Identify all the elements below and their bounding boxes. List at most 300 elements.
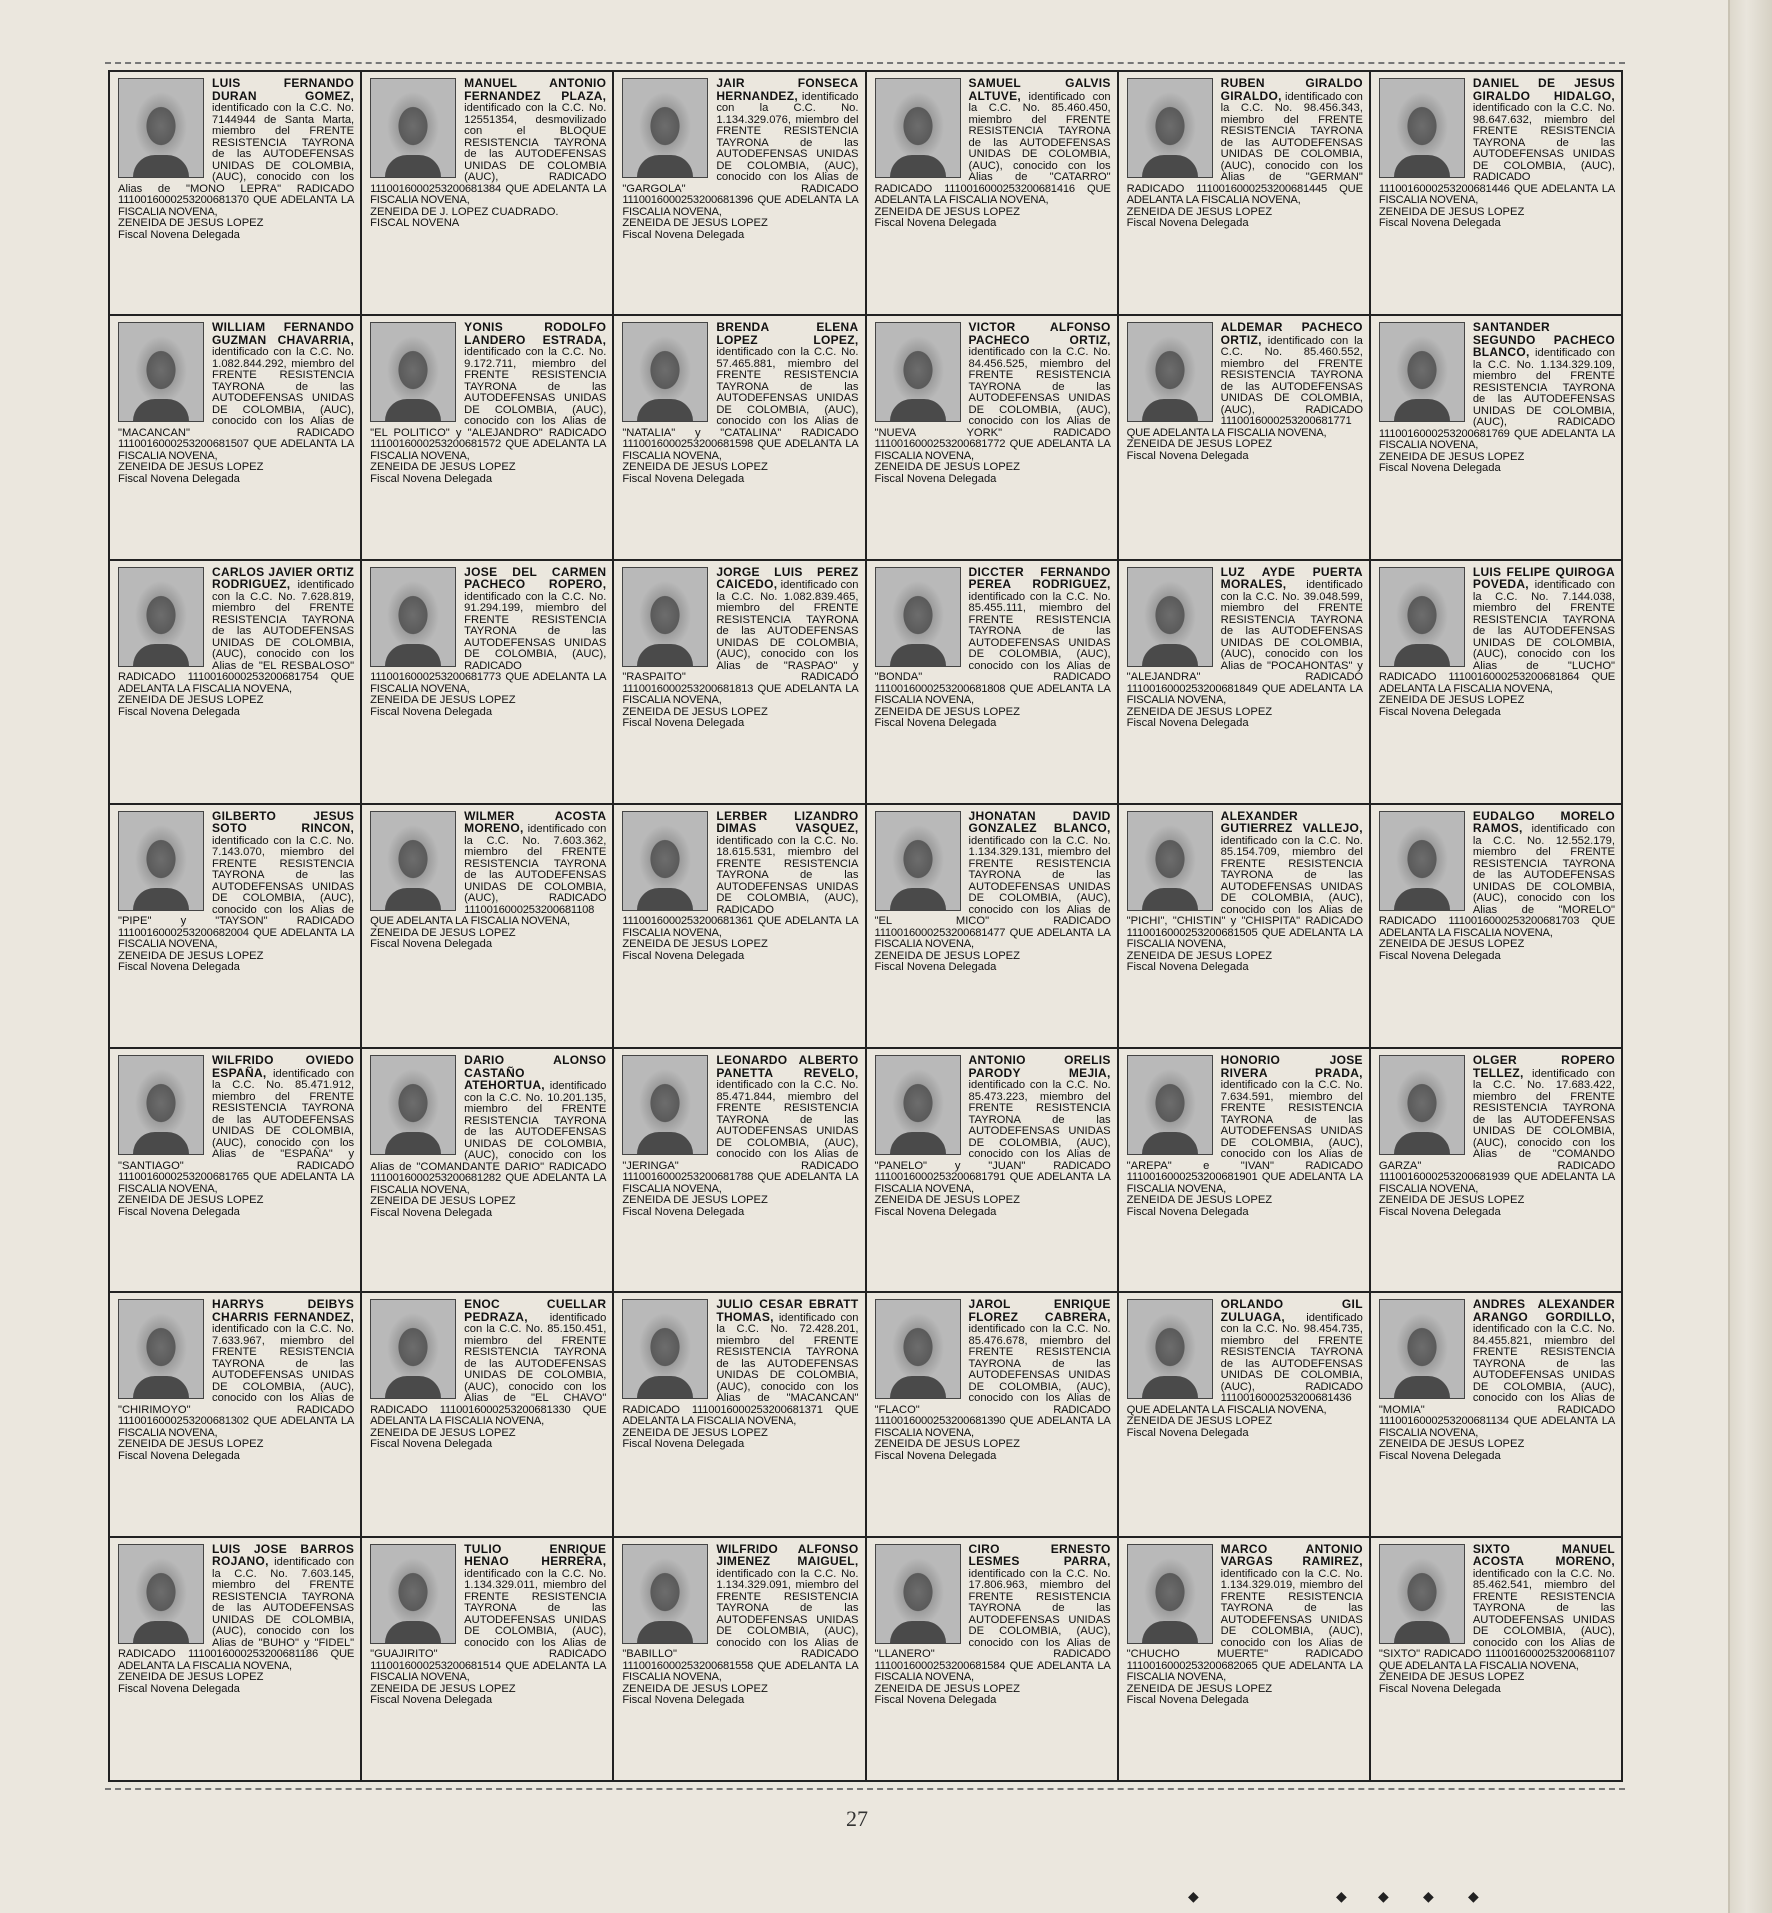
id-number: identificado con la C.C. No. 98.456.343,	[1220, 90, 1363, 114]
decor-diamond: ◆	[1336, 1888, 1347, 1904]
notice-card	[1119, 1049, 1371, 1293]
notice-card	[614, 1293, 866, 1537]
id-number: identificado con la C.C. No. 98.454.735,	[1220, 1311, 1363, 1336]
notice-card	[867, 1049, 1119, 1293]
radicado-text: RADICADO 1110016000253200681864 QUE ADELANTA LA FISCALIA NOVENA,	[1378, 671, 1615, 695]
person-name: SAMUEL GALVIS ALTUVE,	[968, 76, 1111, 103]
fiscal-title: Fiscal Novena Delegada	[622, 717, 745, 730]
affiliation: miembro del FRENTE RESISTENCIA TAYRONA de las AUTODEFENSAS UNIDAS DE COLOMBIA, (AUC),	[464, 846, 607, 905]
alias-text: conocido con los Alias de "LUCHO"	[1472, 648, 1616, 672]
alias-text: conocido con los Alias de "JERINGA"	[622, 1148, 859, 1172]
alias-text: conocido con los Alias de "EL POLITICO" y "ALEJANDRO"	[370, 415, 607, 439]
radicado-text: RADICADO 1110016000253200681754 QUE ADELANTA LA FISCALIA NOVENA,	[118, 671, 355, 695]
fiscal-title: Fiscal Novena Delegada	[1378, 1449, 1501, 1462]
affiliation: miembro del FRENTE RESISTENCIA TAYRONA de las AUTODEFENSAS UNIDAS DE COLOMBIA, (AUC),	[1220, 1090, 1363, 1149]
id-number: identificado con la C.C. No. 1.134.329.019,	[1220, 1567, 1363, 1592]
notice-card	[1371, 316, 1623, 560]
fiscal-title: Fiscal Novena Delegada	[622, 472, 745, 485]
fiscal-title: Fiscal Novena Delegada	[1126, 717, 1249, 730]
alias-text: conocido con los Alias de "RASPAO" y "RASPAITO"	[622, 648, 859, 684]
fiscal-name: ZENEIDA DE JESUS LOPEZ	[1378, 1194, 1525, 1207]
affiliation: miembro del FRENTE RESISTENCIA TAYRONA de las AUTODEFENSAS UNIDAS DE COLOMBIA, (AUC),	[968, 846, 1111, 905]
fiscal-name: ZENEIDA DE JESUS LOPEZ	[622, 938, 768, 951]
fiscal-title: Fiscal Novena Delegada	[1378, 1682, 1501, 1695]
fiscal-name: ZENEIDA DE JESUS LOPEZ	[1126, 1682, 1273, 1695]
notice-card	[110, 1538, 362, 1782]
id-number: identificado con la C.C. No. 85.154.709,	[1220, 834, 1363, 859]
notice-card	[614, 72, 866, 316]
alias-text: conocido con los Alias de "PICHI", "CHISTIN" y "CHISPITA"	[1126, 903, 1363, 928]
person-name: LUZ AYDE PUERTA MORALES,	[1220, 564, 1363, 592]
person-name: HONORIO JOSE RIVERA PRADA,	[1220, 1053, 1363, 1080]
fiscal-title: Fiscal Novena Delegada	[874, 1449, 997, 1462]
person-photo	[1127, 78, 1213, 178]
radicado-text: RADICADO 1110016000253200681505 QUE ADELANTA LA FISCALIA NOVENA,	[1126, 915, 1363, 951]
fiscal-title: Fiscal Novena Delegada	[370, 705, 493, 718]
affiliation: miembro del FRENTE RESISTENCIA TAYRONA de las AUTODEFENSAS UNIDAS DE COLOMBIA, (AUC),	[1220, 846, 1363, 905]
fiscal-title: Fiscal Novena Delegada	[118, 705, 240, 718]
alias-text: conocido con los Alias de "CHIRIMOYO"	[118, 1392, 355, 1416]
person-photo	[1379, 567, 1465, 667]
fiscal-title: Fiscal Novena Delegada	[622, 1438, 745, 1451]
decor-diamond: ◆	[1188, 1888, 1199, 1904]
person-photo	[1127, 811, 1213, 911]
id-number: identificado con la C.C. No. 17.683.422,	[1472, 1067, 1616, 1092]
fiscal-name: ZENEIDA DE JESUS LOPEZ	[622, 705, 768, 718]
person-photo	[1379, 811, 1465, 911]
person-name: MARCO ANTONIO VARGAS RAMIREZ,	[1220, 1541, 1363, 1569]
radicado-text: RADICADO 1110016000253200681371 QUE ADELANTA LA FISCALIA NOVENA,	[622, 1403, 859, 1428]
id-number: identificado con la C.C. No. 9.172.711,	[464, 346, 607, 370]
person-photo	[118, 78, 204, 178]
radicado-text: RADICADO 1110016000253200681416 QUE ADELANTA LA FISCALIA NOVENA,	[874, 182, 1111, 206]
id-number: identificado con la C.C. No. 85.460.450,	[968, 90, 1111, 114]
person-photo	[875, 78, 961, 178]
affiliation: miembro del FRENTE RESISTENCIA TAYRONA de las AUTODEFENSAS UNIDAS DE COLOMBIA, (AUC),	[1472, 1334, 1615, 1393]
affiliation: miembro del FRENTE RESISTENCIA TAYRONA de las AUTODEFENSAS UNIDAS DE COLOMBIA, (AUC),	[1472, 113, 1615, 172]
person-photo	[622, 1299, 708, 1399]
id-number: identificado con la C.C. No. 7144944 de Santa Marta,	[212, 102, 355, 126]
affiliation: miembro del FRENTE RESISTENCIA TAYRONA de las AUTODEFENSAS UNIDAS DE COLOMBIA, (AUC),	[1472, 1579, 1615, 1638]
fiscal-title: Fiscal Novena Delegada	[370, 938, 493, 951]
person-name: LUIS JOSE BARROS ROJANO,	[212, 1541, 355, 1569]
person-name: RUBEN GIRALDO GIRALDO,	[1220, 76, 1363, 103]
person-name: TULIO ENRIQUE HENAO HERRERA,	[464, 1541, 607, 1569]
person-photo	[1127, 1055, 1213, 1155]
person-name: ANTONIO ORELIS PARODY MEJIA,	[968, 1053, 1111, 1080]
alias-text: conocido con los Alias de "SIXTO"	[1378, 1636, 1615, 1661]
notice-card	[867, 561, 1119, 805]
alias-text: conocido con los Alias de "ESPAÑA" y "SANTIAGO"	[118, 1136, 355, 1172]
person-photo	[370, 1055, 456, 1155]
person-photo	[1379, 78, 1465, 178]
notice-card	[1119, 805, 1371, 1049]
person-photo	[622, 322, 708, 422]
affiliation: miembro del FRENTE RESISTENCIA TAYRONA de las AUTODEFENSAS UNIDAS DE COLOMBIA, (AUC),	[464, 1334, 607, 1393]
fiscal-title: Fiscal Novena Delegada	[1378, 949, 1501, 962]
affiliation: miembro del FRENTE RESISTENCIA TAYRONA de las AUTODEFENSAS UNIDAS DE COLOMBIA, (AUC),	[968, 113, 1111, 172]
person-photo	[118, 567, 204, 667]
notice-card	[1371, 1049, 1623, 1293]
fiscal-name: ZENEIDA DE JESUS LOPEZ	[118, 1671, 264, 1684]
person-name: WILLIAM FERNANDO GUZMAN CHAVARRIA,	[212, 320, 355, 347]
notice-card	[110, 561, 362, 805]
person-name: JAROL ENRIQUE FLOREZ CABRERA,	[968, 1297, 1111, 1324]
alias-text: conocido con los Alias de "POCAHONTAS" y "ALEJANDRA"	[1126, 648, 1363, 684]
radicado-text: RADICADO 1110016000253200681765 QUE ADELANTA LA FISCALIA NOVENA,	[118, 1159, 355, 1195]
fiscal-name: ZENEIDA DE JESUS LOPEZ	[622, 1194, 768, 1207]
person-photo	[370, 567, 456, 667]
fiscal-name: ZENEIDA DE JESUS LOPEZ	[622, 217, 768, 229]
notice-card	[362, 1293, 614, 1537]
id-number: identificado con la C.C. No. 39.048.599,	[1220, 579, 1363, 603]
alias-text: conocido con los Alias de "EL MICO"	[874, 903, 1111, 928]
radicado-text: RADICADO 1110016000253200681771 QUE ADELANTA LA FISCALIA NOVENA,	[1126, 403, 1363, 439]
fiscal-title: Fiscal Novena Delegada	[118, 961, 240, 974]
affiliation: miembro del FRENTE RESISTENCIA TAYRONA de las AUTODEFENSAS UNIDAS DE COLOMBIA, (AUC),	[1220, 1334, 1363, 1393]
fiscal-title: Fiscal Novena Delegada	[1378, 462, 1501, 475]
notice-card	[1371, 1293, 1623, 1537]
fiscal-name: ZENEIDA DE JESUS LOPEZ	[1126, 205, 1273, 218]
fiscal-title: Fiscal Novena Delegada	[874, 717, 997, 730]
fiscal-title: Fiscal Novena Delegada	[1378, 705, 1501, 718]
person-name: LEONARDO ALBERTO PANETTA REVELO,	[716, 1053, 859, 1080]
affiliation: miembro del FRENTE RESISTENCIA TAYRONA de las AUTODEFENSAS UNIDAS DE COLOMBIA, (AUC),	[212, 125, 355, 183]
radicado-text: RADICADO 1110016000253200681330 QUE ADELANTA LA FISCALIA NOVENA,	[370, 1403, 607, 1428]
radicado-text: RADICADO 1110016000253200681186 QUE ADELANTA LA FISCALIA NOVENA,	[118, 1648, 355, 1672]
alias-text: conocido con los Alias de "MONO LEPRA"	[118, 171, 355, 195]
fiscal-title: Fiscal Novena Delegada	[1126, 217, 1249, 229]
person-photo	[875, 1299, 961, 1399]
id-number: identificado con la C.C. No. 7.143.070,	[212, 834, 355, 859]
alias-text: conocido con los Alias de "MACANCAN"	[716, 1380, 859, 1405]
fiscal-title: FISCAL NOVENA	[370, 217, 460, 229]
id-number: identificado con la C.C. No. 85.150.451,	[464, 1311, 607, 1336]
affiliation: miembro del FRENTE RESISTENCIA TAYRONA de las AUTODEFENSAS UNIDAS DE COLOMBIA, (AUC),	[212, 1334, 355, 1393]
affiliation: miembro del FRENTE RESISTENCIA TAYRONA de las AUTODEFENSAS UNIDAS DE COLOMBIA, (AUC),	[968, 602, 1111, 661]
id-number: identificado con la C.C. No. 1.082.844.292,	[212, 346, 355, 370]
affiliation: miembro del FRENTE RESISTENCIA TAYRONA de las AUTODEFENSAS UNIDAS DE COLOMBIA, (AUC),	[212, 357, 355, 416]
id-number: identificado con la C.C. No. 1.134.329.076,	[716, 90, 859, 126]
notice-card	[614, 1049, 866, 1293]
fiscal-title: Fiscal Novena Delegada	[1378, 217, 1501, 229]
person-photo	[1379, 1299, 1465, 1399]
fiscal-title: Fiscal Novena Delegada	[1126, 1426, 1249, 1439]
person-name: CIRO ERNESTO LESMES PARRA,	[968, 1541, 1111, 1569]
id-number: identificado con la C.C. No. 57.465.881,	[716, 346, 859, 370]
radicado-text: RADICADO 1110016000253200681370 QUE ADELANTA LA FISCALIA NOVENA,	[118, 182, 355, 218]
person-name: LUIS FERNANDO DURAN GOMEZ,	[212, 76, 355, 103]
page-fold-line	[1728, 0, 1730, 1913]
person-name: JHONATAN DAVID GONZALEZ BLANCO,	[968, 808, 1111, 836]
affiliation: miembro del FRENTE RESISTENCIA TAYRONA de las AUTODEFENSAS UNIDAS DE COLOMBIA, (AUC),	[968, 1579, 1111, 1638]
notice-card	[1119, 1538, 1371, 1782]
id-number: identificado con la C.C. No. 12551354,	[464, 102, 607, 126]
fiscal-name: ZENEIDA DE JESUS LOPEZ	[118, 694, 264, 707]
fiscal-name: ZENEIDA DE JESUS LOPEZ	[1378, 1671, 1525, 1684]
fiscal-title: Fiscal Novena Delegada	[118, 472, 240, 485]
notice-card	[1119, 316, 1371, 560]
radicado-text: RADICADO 1110016000253200681282 QUE ADELANTA LA FISCALIA NOVENA,	[370, 1160, 607, 1196]
affiliation: miembro del FRENTE RESISTENCIA TAYRONA de las AUTODEFENSAS UNIDAS DE COLOMBIA, (AUC),	[212, 1579, 355, 1638]
radicado-text: RADICADO 1110016000253200681813 QUE ADELANTA LA FISCALIA NOVENA,	[622, 671, 859, 707]
fiscal-title: Fiscal Novena Delegada	[874, 217, 997, 229]
notice-card	[614, 805, 866, 1049]
radicado-text: RADICADO 1110016000253200681107 QUE ADELANTA LA FISCALIA NOVENA,	[1378, 1648, 1615, 1672]
person-photo	[118, 322, 204, 422]
id-number: identificado con la C.C. No. 7.633.967,	[212, 1323, 355, 1347]
fiscal-name: ZENEIDA DE JESUS LOPEZ	[370, 1426, 516, 1439]
person-name: VICTOR ALFONSO PACHECO ORTIZ,	[968, 320, 1111, 347]
notice-card	[1119, 561, 1371, 805]
fiscal-title: Fiscal Novena Delegada	[370, 1438, 493, 1451]
fiscal-name: ZENEIDA DE JESUS LOPEZ	[1126, 949, 1273, 962]
person-name: JULIO CESAR EBRATT THOMAS,	[716, 1297, 859, 1324]
alias-text: conocido con los Alias de "MACANCAN"	[118, 415, 355, 439]
person-photo	[118, 1299, 204, 1399]
notice-card	[110, 1293, 362, 1537]
alias-text: conocido con los Alias de "MORELO"	[1472, 892, 1616, 916]
person-photo	[622, 811, 708, 911]
alias-text: conocido con los Alias de "CATARRO"	[968, 159, 1111, 183]
fiscal-title: Fiscal Novena Delegada	[118, 228, 240, 241]
radicado-text: RADICADO 1110016000253200681514 QUE ADELANTA LA FISCALIA NOVENA,	[370, 1648, 607, 1684]
page-number: 27	[846, 1806, 868, 1831]
fiscal-title: Fiscal Novena Delegada	[622, 949, 745, 962]
notice-card	[1371, 1538, 1623, 1782]
person-photo	[1127, 567, 1213, 667]
fiscal-name: ZENEIDA DE JESUS LOPEZ	[1378, 938, 1525, 951]
affiliation: miembro del FRENTE RESISTENCIA TAYRONA de las AUTODEFENSAS UNIDAS DE COLOMBIA, (AUC),	[1220, 602, 1363, 661]
affiliation: miembro del FRENTE RESISTENCIA TAYRONA de las AUTODEFENSAS UNIDAS DE COLOMBIA, (AUC),	[1220, 113, 1363, 172]
alias-text: conocido con los Alias de "EL RESBALOSO"	[212, 648, 355, 672]
fiscal-title: Fiscal Novena Delegada	[118, 1449, 240, 1462]
person-name: EUDALGO MORELO RAMOS,	[1472, 808, 1615, 836]
id-number: identificado con la C.C. No. 7.628.819,	[212, 579, 355, 603]
id-number: identificado con la C.C. No. 7.603.362,	[464, 823, 607, 847]
notice-card	[1371, 72, 1623, 316]
alias-text: conocido con los Alias de "NATALIA" y "CATALINA"	[622, 415, 859, 439]
person-photo	[875, 811, 961, 911]
radicado-text: RADICADO 1110016000253200681703 QUE ADELANTA LA FISCALIA NOVENA,	[1378, 915, 1615, 939]
fiscal-title: Fiscal Novena Delegada	[370, 472, 493, 485]
person-photo	[1379, 1055, 1465, 1155]
notice-card	[614, 1538, 866, 1782]
fiscal-name: ZENEIDA DE JESUS LOPEZ	[1126, 1415, 1273, 1428]
notice-card	[362, 72, 614, 316]
fiscal-name: ZENEIDA DE JESUS LOPEZ	[622, 1682, 768, 1695]
radicado-text: RADICADO 1110016000253200681134 QUE ADELANTA LA FISCALIA NOVENA,	[1378, 1403, 1615, 1439]
fiscal-name: ZENEIDA DE JESUS LOPEZ	[1126, 1194, 1273, 1207]
notice-card	[110, 316, 362, 560]
notice-card	[362, 316, 614, 560]
fiscal-title: Fiscal Novena Delegada	[622, 228, 745, 241]
person-photo	[622, 1055, 708, 1155]
affiliation: miembro del FRENTE RESISTENCIA TAYRONA de las AUTODEFENSAS UNIDAS DE COLOMBIA, (AUC),	[464, 602, 607, 661]
notice-card	[1371, 561, 1623, 805]
top-dashed-rule	[105, 62, 1625, 64]
radicado-text: RADICADO 1110016000253200681772 QUE ADELANTA LA FISCALIA NOVENA,	[874, 426, 1111, 462]
person-name: GILBERTO JESUS SOTO RINCON,	[212, 808, 355, 836]
person-photo	[118, 1055, 204, 1155]
person-name: ANDRES ALEXANDER ARANGO GORDILLO,	[1472, 1297, 1615, 1324]
fiscal-title: Fiscal Novena Delegada	[118, 1682, 240, 1695]
page-edge	[1730, 0, 1772, 1913]
fiscal-name: ZENEIDA DE JESUS LOPEZ	[1126, 438, 1273, 451]
radicado-text: RADICADO 1110016000253200681445 QUE ADELANTA LA FISCALIA NOVENA,	[1126, 182, 1363, 206]
notice-card	[867, 72, 1119, 316]
radicado-text: RADICADO 1110016000253200681302 QUE ADELANTA LA FISCALIA NOVENA,	[118, 1403, 355, 1439]
id-number: identificado con la C.C. No. 84.456.525,	[968, 346, 1111, 370]
fiscal-name: ZENEIDA DE JESUS LOPEZ	[370, 461, 516, 474]
fiscal-title: Fiscal Novena Delegada	[118, 1205, 240, 1218]
radicado-text: RADICADO 1110016000253200681396 QUE ADELANTA LA FISCALIA NOVENA,	[622, 182, 859, 218]
radicado-text: RADICADO 1110016000253200681361 QUE ADELANTA LA FISCALIA NOVENA,	[622, 903, 859, 939]
decor-diamond: ◆	[1468, 1888, 1479, 1904]
radicado-text: RADICADO 1110016000253200681808 QUE ADELANTA LA FISCALIA NOVENA,	[874, 671, 1111, 707]
person-photo	[875, 567, 961, 667]
fiscal-name: ZENEIDA DE J. LOPEZ CUADRADO.	[370, 205, 559, 218]
affiliation: desmovilizado con el BLOQUE RESISTENCIA TAYRONA de las AUTODEFENSAS UNIDAS DE COLOMBIA (AUC),	[464, 113, 607, 183]
person-name: HARRYS DEIBYS CHARRIS FERNANDEZ,	[212, 1297, 355, 1324]
person-photo	[1379, 322, 1465, 422]
notice-card	[867, 805, 1119, 1049]
person-photo	[875, 1544, 961, 1644]
person-name: JOSE DEL CARMEN PACHECO ROPERO,	[464, 564, 607, 592]
radicado-text: RADICADO 1110016000253200681384 QUE ADELANTA LA FISCALIA NOVENA,	[370, 171, 607, 206]
person-photo	[622, 1544, 708, 1644]
person-photo	[118, 811, 204, 911]
radicado-text: RADICADO 1110016000253200681436 QUE ADELANTA LA FISCALIA NOVENA,	[1126, 1380, 1363, 1416]
id-number: identificado con la C.C. No. 1.134.329.109,	[1472, 347, 1616, 371]
notice-card	[362, 805, 614, 1049]
id-number: identificado con la C.C. No. 85.471.844,	[716, 1079, 859, 1103]
radicado-text: RADICADO 1110016000253200681939 QUE ADELANTA LA FISCALIA NOVENA,	[1378, 1159, 1615, 1195]
fiscal-title: Fiscal Novena Delegada	[874, 1205, 997, 1218]
alias-text: conocido con los Alias de "PANELO" y "JUAN"	[874, 1148, 1111, 1172]
person-name: DICCTER FERNANDO PEREA RODRIGUEZ,	[968, 564, 1111, 592]
person-name: DARIO ALONSO CASTAÑO ATEHORTUA,	[464, 1053, 607, 1093]
person-photo	[1379, 1544, 1465, 1644]
alias-text: conocido con los Alias de "BONDA"	[874, 659, 1111, 684]
fiscal-name: ZENEIDA DE JESUS LOPEZ	[874, 461, 1020, 474]
person-photo	[370, 322, 456, 422]
person-photo	[118, 1544, 204, 1644]
notice-card	[614, 561, 866, 805]
person-name: DANIEL DE JESUS GIRALDO HIDALGO,	[1472, 76, 1615, 103]
fiscal-title: Fiscal Novena Delegada	[622, 1205, 745, 1218]
fiscal-name: ZENEIDA DE JESUS LOPEZ	[1126, 705, 1273, 718]
alias-text: conocido con los Alias de "CHUCHO MUERTE"	[1126, 1636, 1363, 1661]
radicado-text: RADICADO 1110016000253200681598 QUE ADELANTA LA FISCALIA NOVENA,	[622, 426, 859, 462]
notice-card	[867, 1293, 1119, 1537]
fiscal-name: ZENEIDA DE JESUS LOPEZ	[370, 926, 516, 939]
person-name: WILMER ACOSTA MORENO,	[464, 808, 607, 836]
person-photo	[622, 78, 708, 178]
notice-grid	[108, 70, 1623, 1782]
affiliation: miembro del FRENTE RESISTENCIA TAYRONA de las AUTODEFENSAS UNIDAS DE COLOMBIA, (AUC),	[716, 1579, 859, 1638]
notice-card	[362, 1049, 614, 1293]
id-number: identificado con la C.C. No. 1.134.329.131,	[968, 834, 1111, 859]
person-photo	[622, 567, 708, 667]
fiscal-name: ZENEIDA DE JESUS LOPEZ	[622, 1426, 768, 1439]
radicado-text: RADICADO 1110016000253200681108 QUE ADELANTA LA FISCALIA NOVENA,	[370, 892, 607, 928]
id-number: identificado con la C.C. No. 12.552.179,	[1472, 823, 1615, 847]
person-name: BRENDA ELENA LOPEZ LOPEZ,	[716, 320, 859, 347]
radicado-text: RADICADO 1110016000253200681901 QUE ADELANTA LA FISCALIA NOVENA,	[1126, 1159, 1363, 1195]
id-number: identificado con la C.C. No. 1.134.329.091,	[716, 1567, 859, 1592]
radicado-text: RADICADO 1110016000253200681791 QUE ADELANTA LA FISCALIA NOVENA,	[874, 1159, 1111, 1195]
affiliation: miembro del FRENTE RESISTENCIA TAYRONA de las AUTODEFENSAS UNIDAS DE COLOMBIA, (AUC),	[464, 1103, 607, 1162]
notice-card	[110, 72, 362, 316]
notice-card	[867, 316, 1119, 560]
fiscal-name: ZENEIDA DE JESUS LOPEZ	[118, 217, 264, 229]
person-name: WILFRIDO ALFONSO JIMENEZ MAIGUEL,	[716, 1541, 859, 1569]
id-number: identificado con la C.C. No. 17.806.963,	[968, 1567, 1111, 1592]
radicado-text: RADICADO 1110016000253200681788 QUE ADELANTA LA FISCALIA NOVENA,	[622, 1159, 859, 1195]
person-name: LERBER LIZANDRO DIMAS VASQUEZ,	[716, 808, 859, 836]
person-photo	[370, 78, 456, 178]
affiliation: miembro del FRENTE RESISTENCIA TAYRONA de las AUTODEFENSAS UNIDAS DE COLOMBIA, (AUC),	[716, 1334, 859, 1393]
alias-text: conocido con los Alias de "COMANDANTE DARIO"	[370, 1149, 607, 1173]
fiscal-name: ZENEIDA DE JESUS LOPEZ	[370, 694, 516, 707]
fiscal-name: ZENEIDA DE JESUS LOPEZ	[874, 205, 1020, 218]
person-name: WILFRIDO OVIEDO ESPAÑA,	[212, 1053, 355, 1080]
id-number: identificado con la C.C. No. 85.455.111,	[968, 590, 1111, 615]
person-name: SIXTO MANUEL ACOSTA MORENO,	[1472, 1541, 1615, 1569]
fiscal-name: ZENEIDA DE JESUS LOPEZ	[1378, 1438, 1525, 1451]
affiliation: miembro del FRENTE RESISTENCIA TAYRONA de las AUTODEFENSAS UNIDAS DE COLOMBIA, (AUC),	[968, 1334, 1111, 1393]
alias-text: conocido con los Alias de "AREPA" e "IVAN"	[1126, 1148, 1363, 1172]
fiscal-name: ZENEIDA DE JESUS LOPEZ	[622, 461, 768, 474]
alias-text: conocido con los Alias de "PIPE" y "TAYSON"	[118, 903, 355, 928]
fiscal-name: ZENEIDA DE JESUS LOPEZ	[118, 1438, 264, 1451]
notice-card	[1119, 72, 1371, 316]
person-name: CARLOS JAVIER ORTIZ RODRIGUEZ,	[212, 564, 355, 592]
radicado-text: RADICADO 1110016000253200681769 QUE ADELANTA LA FISCALIA NOVENA,	[1378, 416, 1615, 452]
affiliation: miembro del FRENTE RESISTENCIA TAYRONA de las AUTODEFENSAS UNIDAS DE COLOMBIA, (AUC),	[716, 357, 859, 416]
person-name: LUIS FELIPE QUIROGA POVEDA,	[1472, 564, 1615, 592]
radicado-text: RADICADO 1110016000253200681584 QUE ADELANTA LA FISCALIA NOVENA,	[874, 1648, 1111, 1684]
fiscal-name: ZENEIDA DE JESUS LOPEZ	[874, 1682, 1020, 1695]
radicado-text: RADICADO 1110016000253200681507 QUE ADELANTA LA FISCALIA NOVENA,	[118, 426, 355, 462]
id-number: identificado con la C.C. No. 98.647.632,	[1472, 102, 1615, 126]
person-name: ENOC CUELLAR PEDRAZA,	[464, 1297, 607, 1324]
alias-text: conocido con los Alias de "GUAJIRITO"	[370, 1636, 607, 1661]
person-name: ORLANDO GIL ZULUAGA,	[1220, 1297, 1363, 1324]
affiliation: miembro del FRENTE RESISTENCIA TAYRONA de las AUTODEFENSAS UNIDAS DE COLOMBIA, (AUC),	[1220, 357, 1363, 416]
affiliation: miembro del FRENTE RESISTENCIA TAYRONA de las AUTODEFENSAS UNIDAS DE COLOMBIA, (AUC),	[464, 357, 607, 416]
alias-text: conocido con los Alias de "MOMIA"	[1378, 1392, 1615, 1416]
id-number: identificado con la C.C. No. 85.471.912,	[212, 1067, 355, 1092]
affiliation: miembro del FRENTE RESISTENCIA TAYRONA de las AUTODEFENSAS UNIDAS DE COLOMBIA, (AUC),	[1472, 846, 1615, 905]
id-number: identificado con la C.C. No. 18.615.531,	[716, 834, 859, 859]
person-photo	[370, 811, 456, 911]
fiscal-title: Fiscal Novena Delegada	[1126, 961, 1249, 974]
fiscal-title: Fiscal Novena Delegada	[1378, 1205, 1501, 1218]
radicado-text: RADICADO 1110016000253200682004 QUE ADELANTA LA FISCALIA NOVENA,	[118, 915, 355, 951]
affiliation: miembro del FRENTE RESISTENCIA TAYRONA de las AUTODEFENSAS UNIDAS DE COLOMBIA, (AUC),	[716, 602, 859, 661]
fiscal-title: Fiscal Novena Delegada	[622, 1694, 745, 1707]
radicado-text: RADICADO 1110016000253200681572 QUE ADELANTA LA FISCALIA NOVENA,	[370, 426, 607, 462]
notice-card	[614, 316, 866, 560]
alias-text: conocido con los Alias de "GERMAN"	[1220, 159, 1363, 183]
person-photo	[1127, 1299, 1213, 1399]
id-number: identificado con la C.C. No. 85.476.678,	[968, 1323, 1111, 1347]
affiliation: miembro del FRENTE RESISTENCIA TAYRONA de las AUTODEFENSAS UNIDAS DE COLOMBIA, (AUC),	[716, 1090, 859, 1149]
id-number: identificado con la C.C. No. 10.201.135,	[464, 1080, 607, 1104]
id-number: identificado con la C.C. No. 1.134.329.011,	[464, 1567, 607, 1592]
